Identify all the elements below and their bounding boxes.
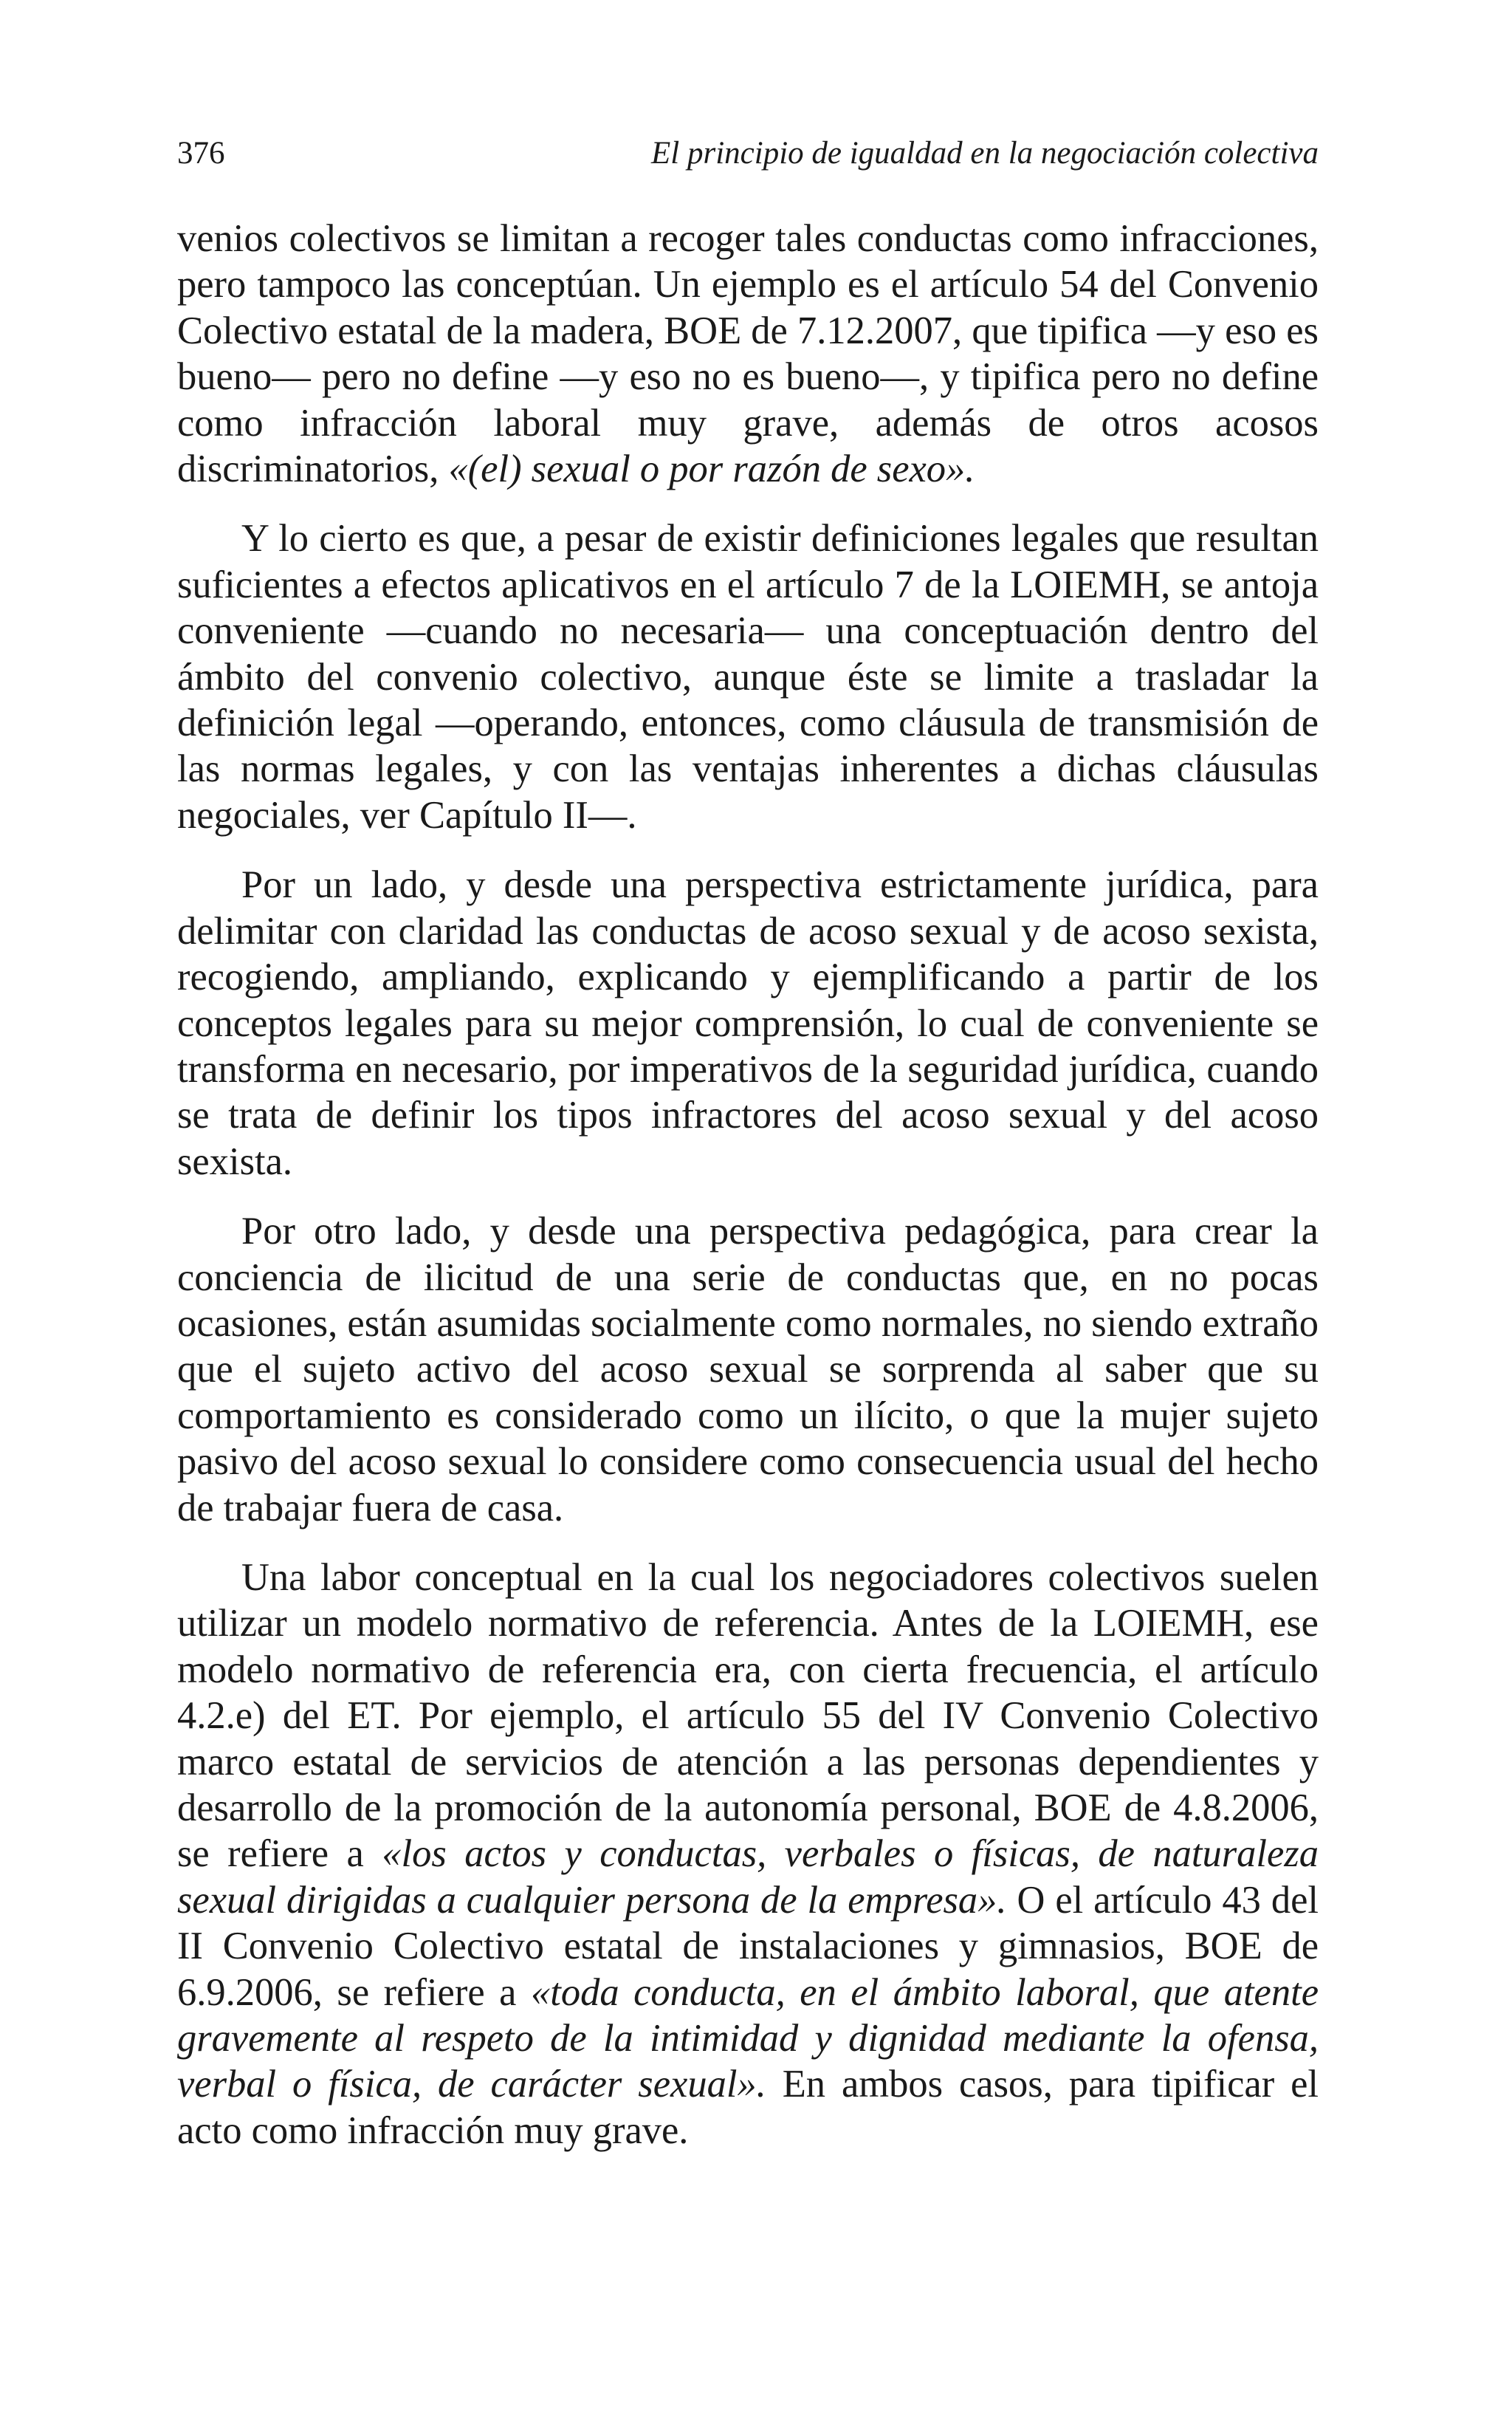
paragraph-text: venios colectivos se limitan a recoger tales conductas como infracciones, pero tampoco las conceptúan. Un ejemplo es el artículo 54 del Convenio Colectivo estatal de la madera, BOE de 7.12.2007, que tipifica —y eso es bueno— pero no define —y eso no es bueno—, y tipifica pero no define como infracción laboral muy grave, además de otros acosos discriminatorios, xyxy=(177,217,1319,491)
paragraph-text: Por otro lado, y desde una perspectiva pedagógica, para crear la conciencia de ilicitud de una serie de conductas que, en no pocas ocasiones, están asumidas socialmente como normales, no siendo extraño que el sujeto activo del acoso sexual se sorprenda al saber que su comportamiento es considerado como un ilícito, o que la mujer sujeto pasivo del acoso sexual lo considere como consecuencia usual del hecho de trabajar fuera de casa. xyxy=(177,1210,1319,1529)
paragraph-text: En ambos casos, para tipificar el acto como infracción muy grave. xyxy=(177,2063,1319,2152)
quote-text: «(el) sexual o por razón de sexo». xyxy=(448,448,975,491)
paragraph-3 xyxy=(177,862,1319,1185)
paragraph-4 xyxy=(177,1208,1319,1531)
paragraph-text: Y lo cierto es que, a pesar de existir definiciones legales que resultan suficientes a efectos aplicativos en el artículo 7 de la LOIEMH, se antoja conveniente —cuando no necesaria— una conceptuación dentro del ámbito del convenio colectivo, aunque éste se limite a trasladar la definición legal —operando, entonces, como cláusula de transmisión de las normas legales, y con las ventajas inherentes a dichas cláusulas negociales, ver Capítulo II—. xyxy=(177,517,1319,837)
body-text xyxy=(177,216,1319,2177)
quote-text: «toda conducta, en el ámbito laboral, que atente gravemente al respeto de la intimidad y dignidad mediante la ofensa, verbal o física, de carácter sexual». xyxy=(177,1970,1319,2106)
page-number: 376 xyxy=(177,136,225,171)
paragraph-text: Una labor conceptual en la cual los negociadores colectivos suelen utilizar un modelo normativo de referencia. Antes de la LOIEMH, ese modelo normativo de referencia era, con cierta frecuencia, el artículo 4.2.e) del ET. Por ejemplo, el artículo 55 del IV Convenio Colectivo marco estatal de servicios de atención a las personas dependientes y desarrollo de la promoción de la autonomía personal, BOE de 4.8.2006, se refiere a xyxy=(177,1555,1319,1876)
running-title: El principio de igualdad en la negociación colectiva xyxy=(651,136,1319,171)
paragraph-text: Por un lado, y desde una perspectiva estrictamente jurídica, para delimitar con claridad las conductas de acoso sexual y de acoso sexista, recogiendo, ampliando, explicando y ejemplificando a partir de los conceptos legales para su mejor comprensión, lo cual de conveniente se transforma en necesario, por imperativos de la seguridad jurídica, cuando se trata de definir los tipos infractores del acoso sexual y del acoso sexista. xyxy=(177,863,1319,1183)
page-header xyxy=(177,131,1319,176)
paragraph-5 xyxy=(177,1555,1319,2154)
paragraph-text: O el artículo 43 del II Convenio Colectivo estatal de instalaciones y gimnasios, BOE de 6.9.2006, se refiere a xyxy=(177,1878,1319,2014)
paragraph-1 xyxy=(177,216,1319,492)
quote-text: «los actos y conductas, verbales o físicas, de naturaleza sexual dirigidas a cualquier persona de la empresa». xyxy=(177,1832,1319,1922)
paragraph-2 xyxy=(177,515,1319,838)
